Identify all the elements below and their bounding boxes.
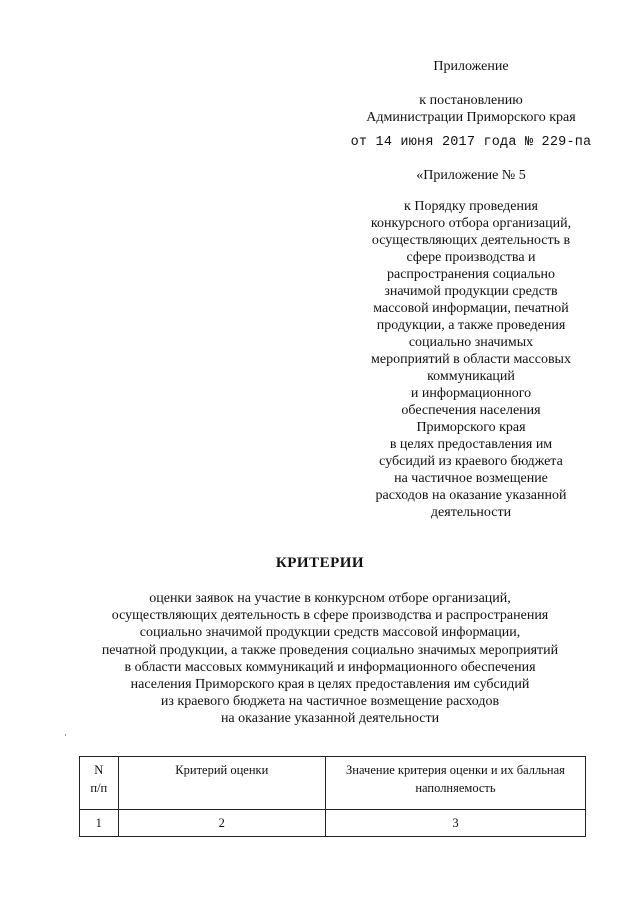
- document-heading: КРИТЕРИИ: [275, 555, 365, 571]
- header-value-sublabel: наполняемость: [415, 781, 496, 795]
- column-number-cell: 1: [80, 810, 119, 837]
- header-cell-criterion: [118, 757, 325, 810]
- table-header-row: [80, 757, 586, 810]
- order-line: к Порядку проведения: [404, 199, 538, 214]
- appendix5-title: [340, 167, 602, 184]
- column-number-cell: 2: [118, 810, 325, 837]
- description-line: печатной продукции, а также проведения социально значимых мероприятий: [101, 642, 559, 658]
- order-line: деятельности: [430, 505, 512, 520]
- description-line: осуществляющих деятельность в сфере производства и распространения: [111, 608, 549, 624]
- resolution-date-text: от 14 июня 2017 года № 229-па: [350, 135, 592, 150]
- order-line: в целях предоставления им: [389, 437, 553, 452]
- header-cell-value: [325, 757, 585, 810]
- criteria-description: [60, 590, 600, 728]
- resolution-reference: [340, 92, 602, 126]
- order-line: на частичное возмещение: [394, 471, 548, 486]
- order-line: осуществляющих деятельность в: [371, 233, 571, 248]
- resolution-line: Администрации Приморского края: [366, 110, 576, 125]
- order-line: распространения социально: [386, 267, 555, 282]
- order-line: сфере производства и: [406, 250, 536, 265]
- appendix-title: [340, 58, 602, 75]
- table-row: [80, 810, 586, 837]
- resolution-date: [340, 134, 602, 151]
- header-value-label: Значение критерия оценки и их балльная: [346, 763, 565, 777]
- order-line: социально значимых: [408, 335, 534, 350]
- description-line: из краевого бюджета на частичное возмещение расходов: [160, 694, 500, 710]
- description-line: населения Приморского края в целях предоставления им субсидий: [130, 677, 530, 693]
- order-line: Приморского края: [416, 420, 526, 435]
- order-line: субсидий из краевого бюджета: [379, 454, 563, 469]
- header-cell-number: [80, 757, 119, 810]
- description-line: в области массовых коммуникаций и информационного обеспечения: [124, 659, 536, 675]
- order-reference: [340, 198, 602, 521]
- order-line: конкурсного отбора организаций,: [370, 216, 572, 231]
- header-number-label: N: [94, 763, 104, 777]
- criteria-table: [79, 756, 586, 837]
- order-line: расходов на оказание указанной: [375, 488, 567, 503]
- description-line: на оказание указанной деятельности: [220, 711, 440, 727]
- header-number-sublabel: п/п: [90, 781, 108, 795]
- header-criterion-label: Критерий оценки: [175, 763, 269, 777]
- order-line: значимой продукции средств: [384, 284, 558, 299]
- column-number-cell: 3: [325, 810, 585, 837]
- order-line: мероприятий в области массовых: [371, 352, 571, 367]
- description-line: оценки заявок на участие в конкурсном отборе организаций,: [149, 591, 511, 606]
- order-line: массовой информации, печатной: [373, 301, 569, 316]
- order-line: продукции, а также проведения: [376, 318, 566, 333]
- description-line: социально значимой продукции средств массовой информации,: [139, 625, 521, 641]
- scan-mark: [65, 734, 66, 736]
- order-line: коммуникаций: [427, 369, 515, 384]
- order-line: и информационного: [410, 386, 532, 401]
- resolution-line: к постановлению: [419, 93, 523, 108]
- appendix5-title-text: «Приложение № 5: [416, 168, 526, 183]
- appendix-title-text: Приложение: [433, 59, 509, 74]
- order-line: обеспечения населения: [401, 403, 541, 418]
